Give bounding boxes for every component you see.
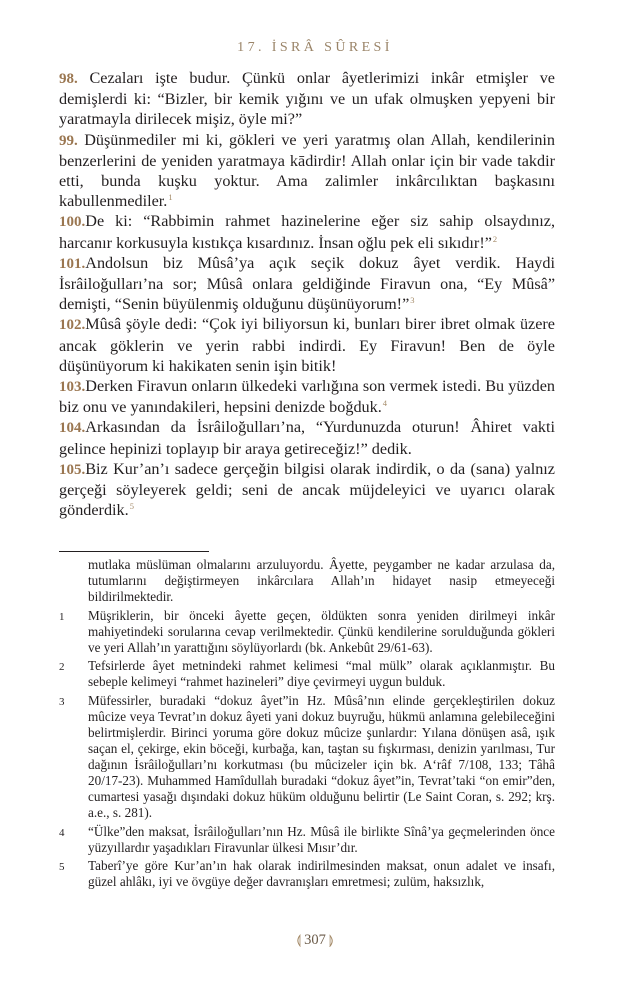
footnote-text: Tefsirlerde âyet metnindeki rahmet kelimesi “mal mülk” olarak açıklanmıştır. Bu sebeple kelimeyi “rahmet hazineleri” diye çevirmeyi uygun bulduk.	[88, 658, 555, 690]
footnote-2	[59, 658, 555, 690]
folio-ornament-left-icon: ⟬	[296, 932, 302, 947]
footnote-5	[59, 858, 555, 890]
footnote-text: mutlaka müslüman olmalarını arzuluyordu. Âyette, peygamber ne kadar arzulasa da, tutumlarını değiştirmeyen inkârcılara Allah’ın hidayet nasip etmeyeceği bildirilmektedir.	[88, 557, 555, 605]
verse-text: Düşünmediler mi ki, gökleri ve yeri yaratmış olan Allah, kendilerinin benzerlerini de yeniden yaratmaya kādirdir! Allah onlar için bir vade takdir etti, bunda kuşku yoktur. Ama zalimler inkârcılıktan başkasını kabullenmediler.	[59, 130, 556, 211]
footnote-number: 1	[59, 610, 65, 623]
verse-text: Mûsâ şöyle dedi: “Çok iyi biliyorsun ki, bunları birer ibret olmak üzere ancak göklerin ve yerin rabbi indirdi. Ey Firavun! Ben de öyle düşünüyorum ki hakikaten senin işin bitik!	[59, 315, 555, 375]
verse-100	[59, 211, 555, 252]
verse-105	[59, 459, 555, 521]
page-number: 307	[304, 932, 326, 948]
footnotes	[59, 557, 555, 890]
verse-104	[59, 417, 555, 458]
footnote-1	[59, 608, 555, 656]
verse-number: 98.	[59, 71, 78, 87]
verse-number: 103.	[59, 379, 86, 396]
footnote-number: 5	[59, 861, 65, 874]
footnote-ref[interactable]: 3	[410, 295, 415, 306]
verse-text: Derken Firavun onların ülkedeki varlığına son vermek istedi. Bu yüzden biz onu ve yanındakileri, hepsini denizde boğduk.	[59, 377, 555, 417]
verse-block	[59, 68, 555, 520]
footnote-number: 2	[59, 661, 65, 674]
page-folio	[0, 932, 630, 949]
footnote-number: 4	[59, 826, 65, 839]
verse-number: 102.	[59, 317, 86, 334]
footnote-number: 3	[59, 695, 65, 708]
footnote-text: Müfessirler, buradaki “dokuz âyet”in Hz. Mûsâ’nın elinde gerçekleştirilen dokuz mûcize veya Tevrat’ın dokuz âyeti yani dokuz buyruğu, hükmü anlamına gelebileceğini belirtmişlerdir. Birinci yoruma göre dokuz mûcize şunlardır: Yılana dönüşen asâ, ışık saçan el, çekirge, ekin böceği, kurbağa, kan, taştan su fışkırması, denizin yarılması, Tur dağının İsrâiloğulları’nı korkutması (bu mûcizeler için bk. A‘râf 7/108, 133; Tâhâ 20/17-23). Muhammed Hamîdullah buradaki “dokuz âyet”in, Tevrat’taki “on emir”den, cumartesi yasağı dışındaki dokuz hüküm olduğunu belirtir (Le Saint Coran, s. 292; krş. a.e., s. 281).	[88, 692, 555, 821]
folio-ornament-right-icon: ⟭	[328, 932, 334, 947]
running-head: 17. İSRÂ SÛRESİ	[237, 40, 393, 55]
verse-number: 100.	[59, 214, 86, 231]
footnote-text: “Ülke”den maksat, İsrâiloğulları’nın Hz. Mûsâ ile birlikte Sînâ’ya geçmelerinden önce yüzyıllardır yaşadıkları Firavunlar ülkesi Mısır’dır.	[88, 823, 555, 855]
footnote-3	[59, 693, 555, 821]
footnote-number	[59, 557, 88, 605]
footnote-ref[interactable]: 4	[382, 398, 388, 409]
verse-101	[59, 253, 555, 315]
footnote-ref[interactable]: 2	[492, 233, 498, 244]
footnote-text: Müşriklerin, bir önceki âyette geçen, öldükten sonra yeniden dirilmeyi inkâr mahiyetindeki sorularına cevap verilmektedir. Çünkü kendilerine sorulduğunda gökleri ve yeri Allah’ın yarattığını söylüyorlardı (bk. Ankebût 29/61-63).	[88, 607, 555, 655]
verse-98	[59, 68, 555, 130]
footnote-ref[interactable]: 5	[129, 501, 134, 512]
verse-number: 104.	[59, 420, 86, 437]
verse-text: Biz Kur’an’ı sadece gerçeğin bilgisi olarak indirdik, o da (sana) yalnız gerçeği söyleyerek geldi; seni de ancak müjdeleyici ve uyarıcı olarak gönderdik.	[59, 459, 555, 520]
verse-text: Arkasından da İsrâiloğulları’na, “Yurdunuzda oturun! Âhiret vakti gelince hepinizi toplayıp bir araya getireceğiz!” dedik.	[59, 418, 555, 458]
verse-103	[59, 376, 555, 417]
verse-number: 105.	[59, 461, 86, 478]
footnote-ref[interactable]: 1	[168, 192, 173, 203]
footnote-4	[59, 824, 555, 856]
verse-number: 101.	[59, 255, 86, 272]
verse-text: Cezaları işte budur. Çünkü onlar âyetlerimizi inkâr etmişler ve demişlerdi ki: “Bizler, bir kemik yığını ve un ufak olmuşken yepyeni bir yaratmayla dirilecek mişiz, öyle mi?”	[59, 69, 555, 129]
footnote-text: Taberî’ye göre Kur’an’ın hak olarak indirilmesinden maksat, onun adalet ve insafı, güzel ahlâkı, iyi ve övgüye değer davranışları emretmesi; zulüm, haksızlık,	[88, 858, 555, 890]
verse-number: 99.	[59, 132, 78, 149]
footnote-continuation	[59, 557, 555, 605]
verse-99	[59, 130, 555, 212]
verse-text: De ki: “Rabbimin rahmet hazinelerine eğer siz sahip olsaydınız, harcanır korkusuyla kıstıkça kısardınız. İnsan oğlu pek eli sıkıdır!”	[59, 212, 555, 252]
verse-text: Andolsun biz Mûsâ’ya açık seçik dokuz âyet verdik. Haydi İsrâiloğulları’na sor; Mûsâ onlara geldiğinde Firavun ona, “Ey Mûsâ” demişti, “Senin büyülenmiş olduğunu düşünüyorum!”	[59, 253, 555, 314]
verse-102	[59, 314, 555, 376]
footnote-separator	[59, 551, 209, 552]
